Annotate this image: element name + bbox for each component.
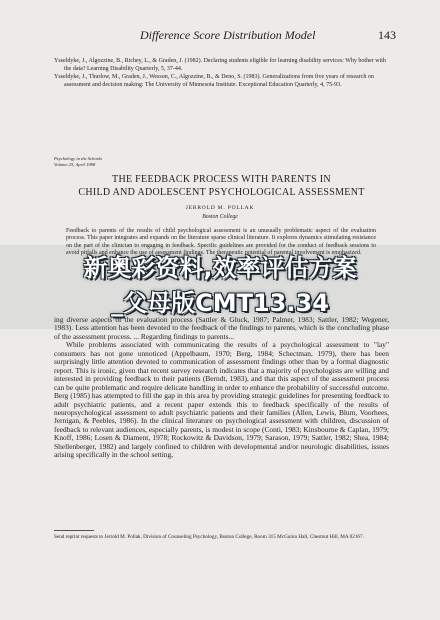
- author-name: JERROLD M. POLLAK: [185, 205, 255, 211]
- article-title-line: THE FEEDBACK PROCESS WITH PARENTS IN: [112, 174, 331, 185]
- reference-entry: Ysseldyke, J., Algozzine, B., Richey, L., & Graden, J. (1982). Declaring students eligible for learning disability services: Why bother with the data? Learning Disability Quarterly, 5, 37-44.: [54, 58, 386, 72]
- reference-list: [54, 58, 389, 90]
- body-paragraph: While problems associated with communicating the results of a psychological assessment to "lay" consumers has not gone unnoticed (Appelbaum, 1970; Berg, 1984; Schectman, 1979), there has been surprisingly little attention devoted to communication of assessment findings other than by a formal diagnostic report. This is ironic, given that recent survey research indicates that a majority of psychologists are willing and interested in providing feedback to their patients (Berndt, 1983), and that this aspect of the assessment process can be quite problematic and require delicate handling in order to enhance the probability of successful outcome. Berg (1985) has attempted to fill the gap in this area by providing strategic guidelines for presenting feedback to adult psychiatric patients, and a recent paper extends this to feedback specifically of the results of neuropsychological assessment to adult psychiatric patients and their families (Allen, Lewis, Blum, Voorhees, Jernigan, & Peebles, 1986). In the clinical literature on psychological assessment with children, discussion of feedback to relevant audiences, especially parents, is modest in scope (Conti, 1983; Kinsbourne & Caplan, 1979; Knoff, 1986; Losen & Diament, 1978; Rockowitz & Davidson, 1979; Sarason, 1979; Sattler, 1982; Shea, 1984; Shellenberger, 1982) and largely confined to children with developmental and/or neurologic disabilities, issues arising specifically in the school setting,: [54, 340, 389, 460]
- journal-source: [54, 156, 102, 168]
- article-title-line: CHILD AND ADOLESCENT PSYCHOLOGICAL ASSESSMENT: [78, 186, 365, 198]
- reference-entry: Ysseldyke, J., Thurlow, M., Graden, J., Wesson, C., Algozzine, B., & Deno, S. (1983). Generalizations from five years of research on assessment and decision making: The University of Minnesota Institute. Exceptional Education Quarterly, 4, 75-93.: [54, 74, 374, 88]
- running-title: Difference Score Distribution Model: [140, 28, 316, 42]
- article-title: [54, 174, 389, 199]
- overlay-headline: 新奥彩资料,效率评估方案: [83, 254, 357, 282]
- body-text: [54, 316, 389, 460]
- footnote: Send reprint requests to Jerrold M. Pollak, Division of Counseling Psychology, Boston College, Room 315 McGuinn Hall, Chestnut Hill, MA 02167.: [54, 534, 364, 540]
- abstract: Feedback to parents of the results of child psychological assessment is an unusually problematic aspect of the evaluation process. This paper integrates and expands on the literature sparse clinical literature. It explores dynamics stimulating resistance on the part of the clinician to engaging in feedback. Specific guidelines are provided for the conduct of feedback sessions to avoid pitfalls and enhance the use of assessment findings. The therapeutic potential of parental involvement is emphasized.: [66, 228, 376, 256]
- page-number: 143: [378, 28, 396, 42]
- body-paragraph: ing diverse aspects of the evaluation process (Sattler & Gluck, 1987; Palmer, 1983; Sattler, 1982; Wegener, 1983). Less attention has been devoted to the feedback of the findings to parents, which is the concluding phase of the assessment process. ... Regarding findings to parents...: [54, 315, 389, 341]
- author-affiliation: Boston College: [202, 214, 238, 220]
- journal-volume: Volume 25, April 1988: [54, 162, 96, 167]
- footnote-divider: [54, 530, 94, 531]
- overlay-subheadline: _父母版CMT13.34: [111, 289, 329, 317]
- journal-name: Psychology in the Schools: [54, 156, 103, 161]
